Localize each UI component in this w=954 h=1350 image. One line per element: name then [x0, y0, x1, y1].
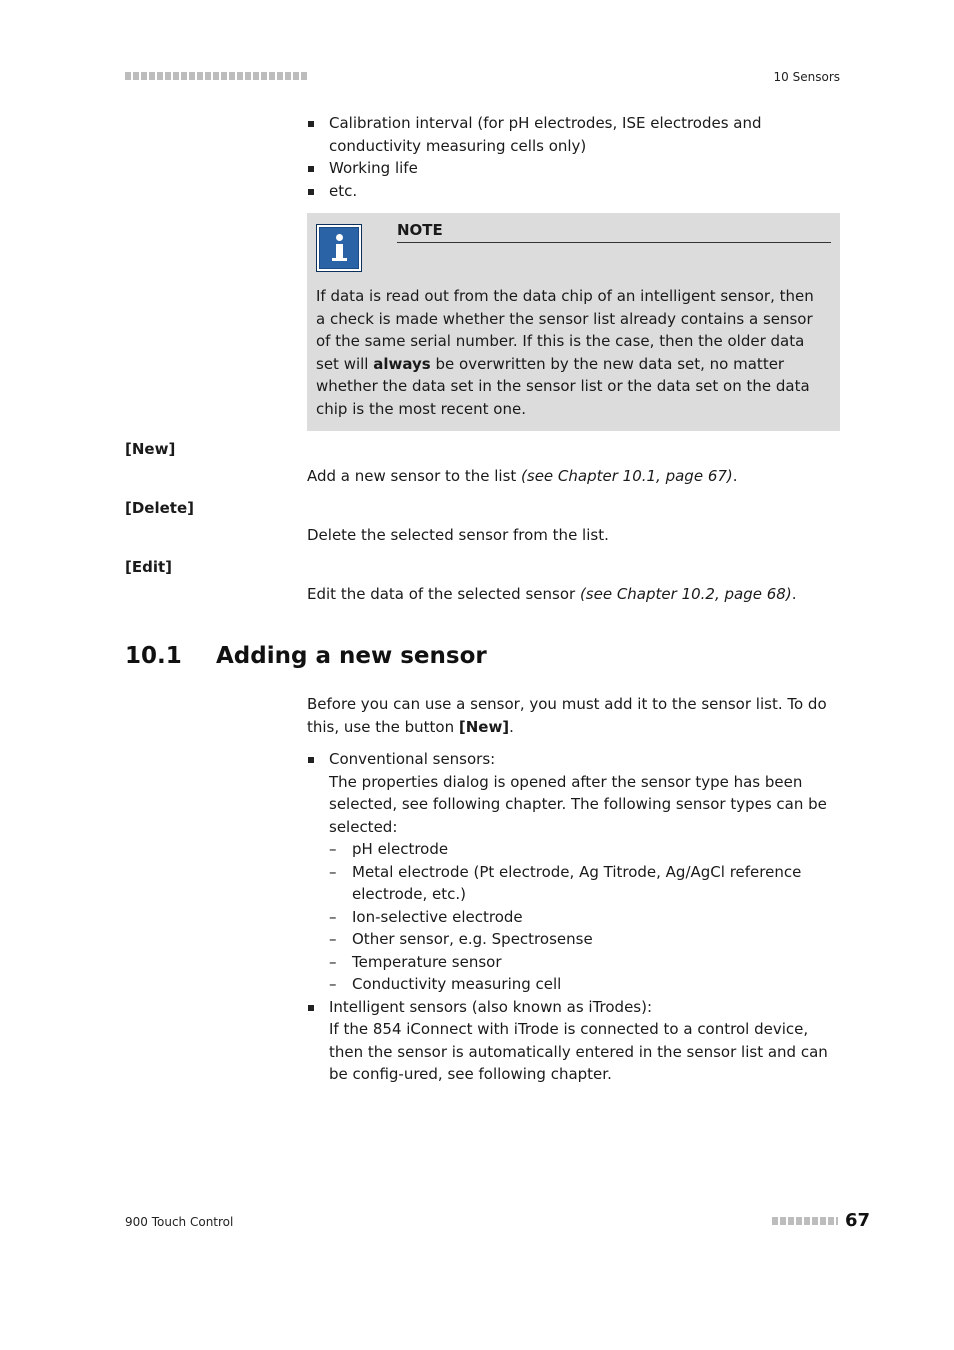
section-heading — [125, 643, 487, 669]
header-chapter: 10 Sensors — [773, 70, 840, 84]
chapter-link[interactable]: (see Chapter 10.2, page 68) — [579, 585, 792, 603]
desc-edit: Edit the data of the selected sensor (see Chapter 10.2, page 68). — [307, 585, 797, 603]
sensor-type-item: – Other sensor, e.g. Spectrosense — [307, 928, 842, 951]
term-delete: [Delete] — [125, 499, 194, 517]
sensor-type-item: – Temperature sensor — [307, 951, 842, 974]
desc-new: Add a new sensor to the list (see Chapter 10.1, page 67). — [307, 467, 738, 485]
conventional-text: The properties dialog is opened after the sensor type has been selected, see following chapter. The following sensor types can be selected: — [329, 772, 827, 836]
chapter-link[interactable]: (see Chapter 10.1, page 67) — [521, 467, 733, 485]
intelligent-head: Intelligent sensors (also known as iTrodes): — [329, 997, 653, 1016]
desc-delete: Delete the selected sensor from the list. — [307, 526, 609, 544]
note-text: If data is read out from the data chip of an intelligent sensor, then a check is made whether the sensor list already contains a sensor of the same serial number. If this is the case, then the older data set will always be overwritten by the new data set, no matter whether the data set in the sensor list or the data set on the data chip is the most recent one. — [316, 287, 814, 418]
header-decoration — [125, 72, 307, 80]
sensor-type-item: – pH electrode — [307, 838, 842, 861]
sensor-type-item: – Metal electrode (Pt electrode, Ag Titrode, Ag/AgCl reference electrode, etc.) — [307, 861, 842, 906]
section-intro: Before you can use a sensor, you must add it to the sensor list. To do this, use the button [New]. — [307, 695, 827, 736]
sensor-type-item: – Ion-selective electrode — [307, 906, 842, 929]
term-new: [New] — [125, 440, 176, 458]
page-number: 67 — [845, 1210, 871, 1231]
footer-decoration — [772, 1217, 838, 1225]
term-edit: [Edit] — [125, 558, 173, 576]
note-title: NOTE — [397, 221, 831, 243]
footer-product: 900 Touch Control — [125, 1215, 234, 1229]
info-icon — [316, 224, 362, 272]
note-box — [307, 213, 840, 431]
list-item: etc. — [307, 180, 837, 203]
section-number: 10.1 — [125, 643, 182, 669]
note-emphasis: always — [373, 354, 431, 373]
sensor-type-list — [307, 838, 842, 996]
sensor-type-item: – Conductivity measuring cell — [307, 973, 842, 996]
list-item: Calibration interval (for pH electrodes, ISE electrodes and conductivity measuring cells only) — [307, 112, 837, 157]
conventional-head: Conventional sensors: — [329, 750, 496, 768]
list-item-intelligent — [307, 996, 842, 1086]
intelligent-text: If the 854 iConnect with iTrode is connected to a control device, then the sensor is automatically entered in the sensor list and can be config-ured, see following chapter. — [329, 1020, 828, 1083]
section-title: Adding a new sensor — [216, 643, 487, 669]
property-list — [307, 112, 837, 202]
list-item-conventional — [307, 748, 842, 996]
sensor-category-list — [307, 748, 842, 1086]
list-item: Working life — [307, 157, 837, 180]
intro-button-ref: [New] — [458, 717, 510, 736]
